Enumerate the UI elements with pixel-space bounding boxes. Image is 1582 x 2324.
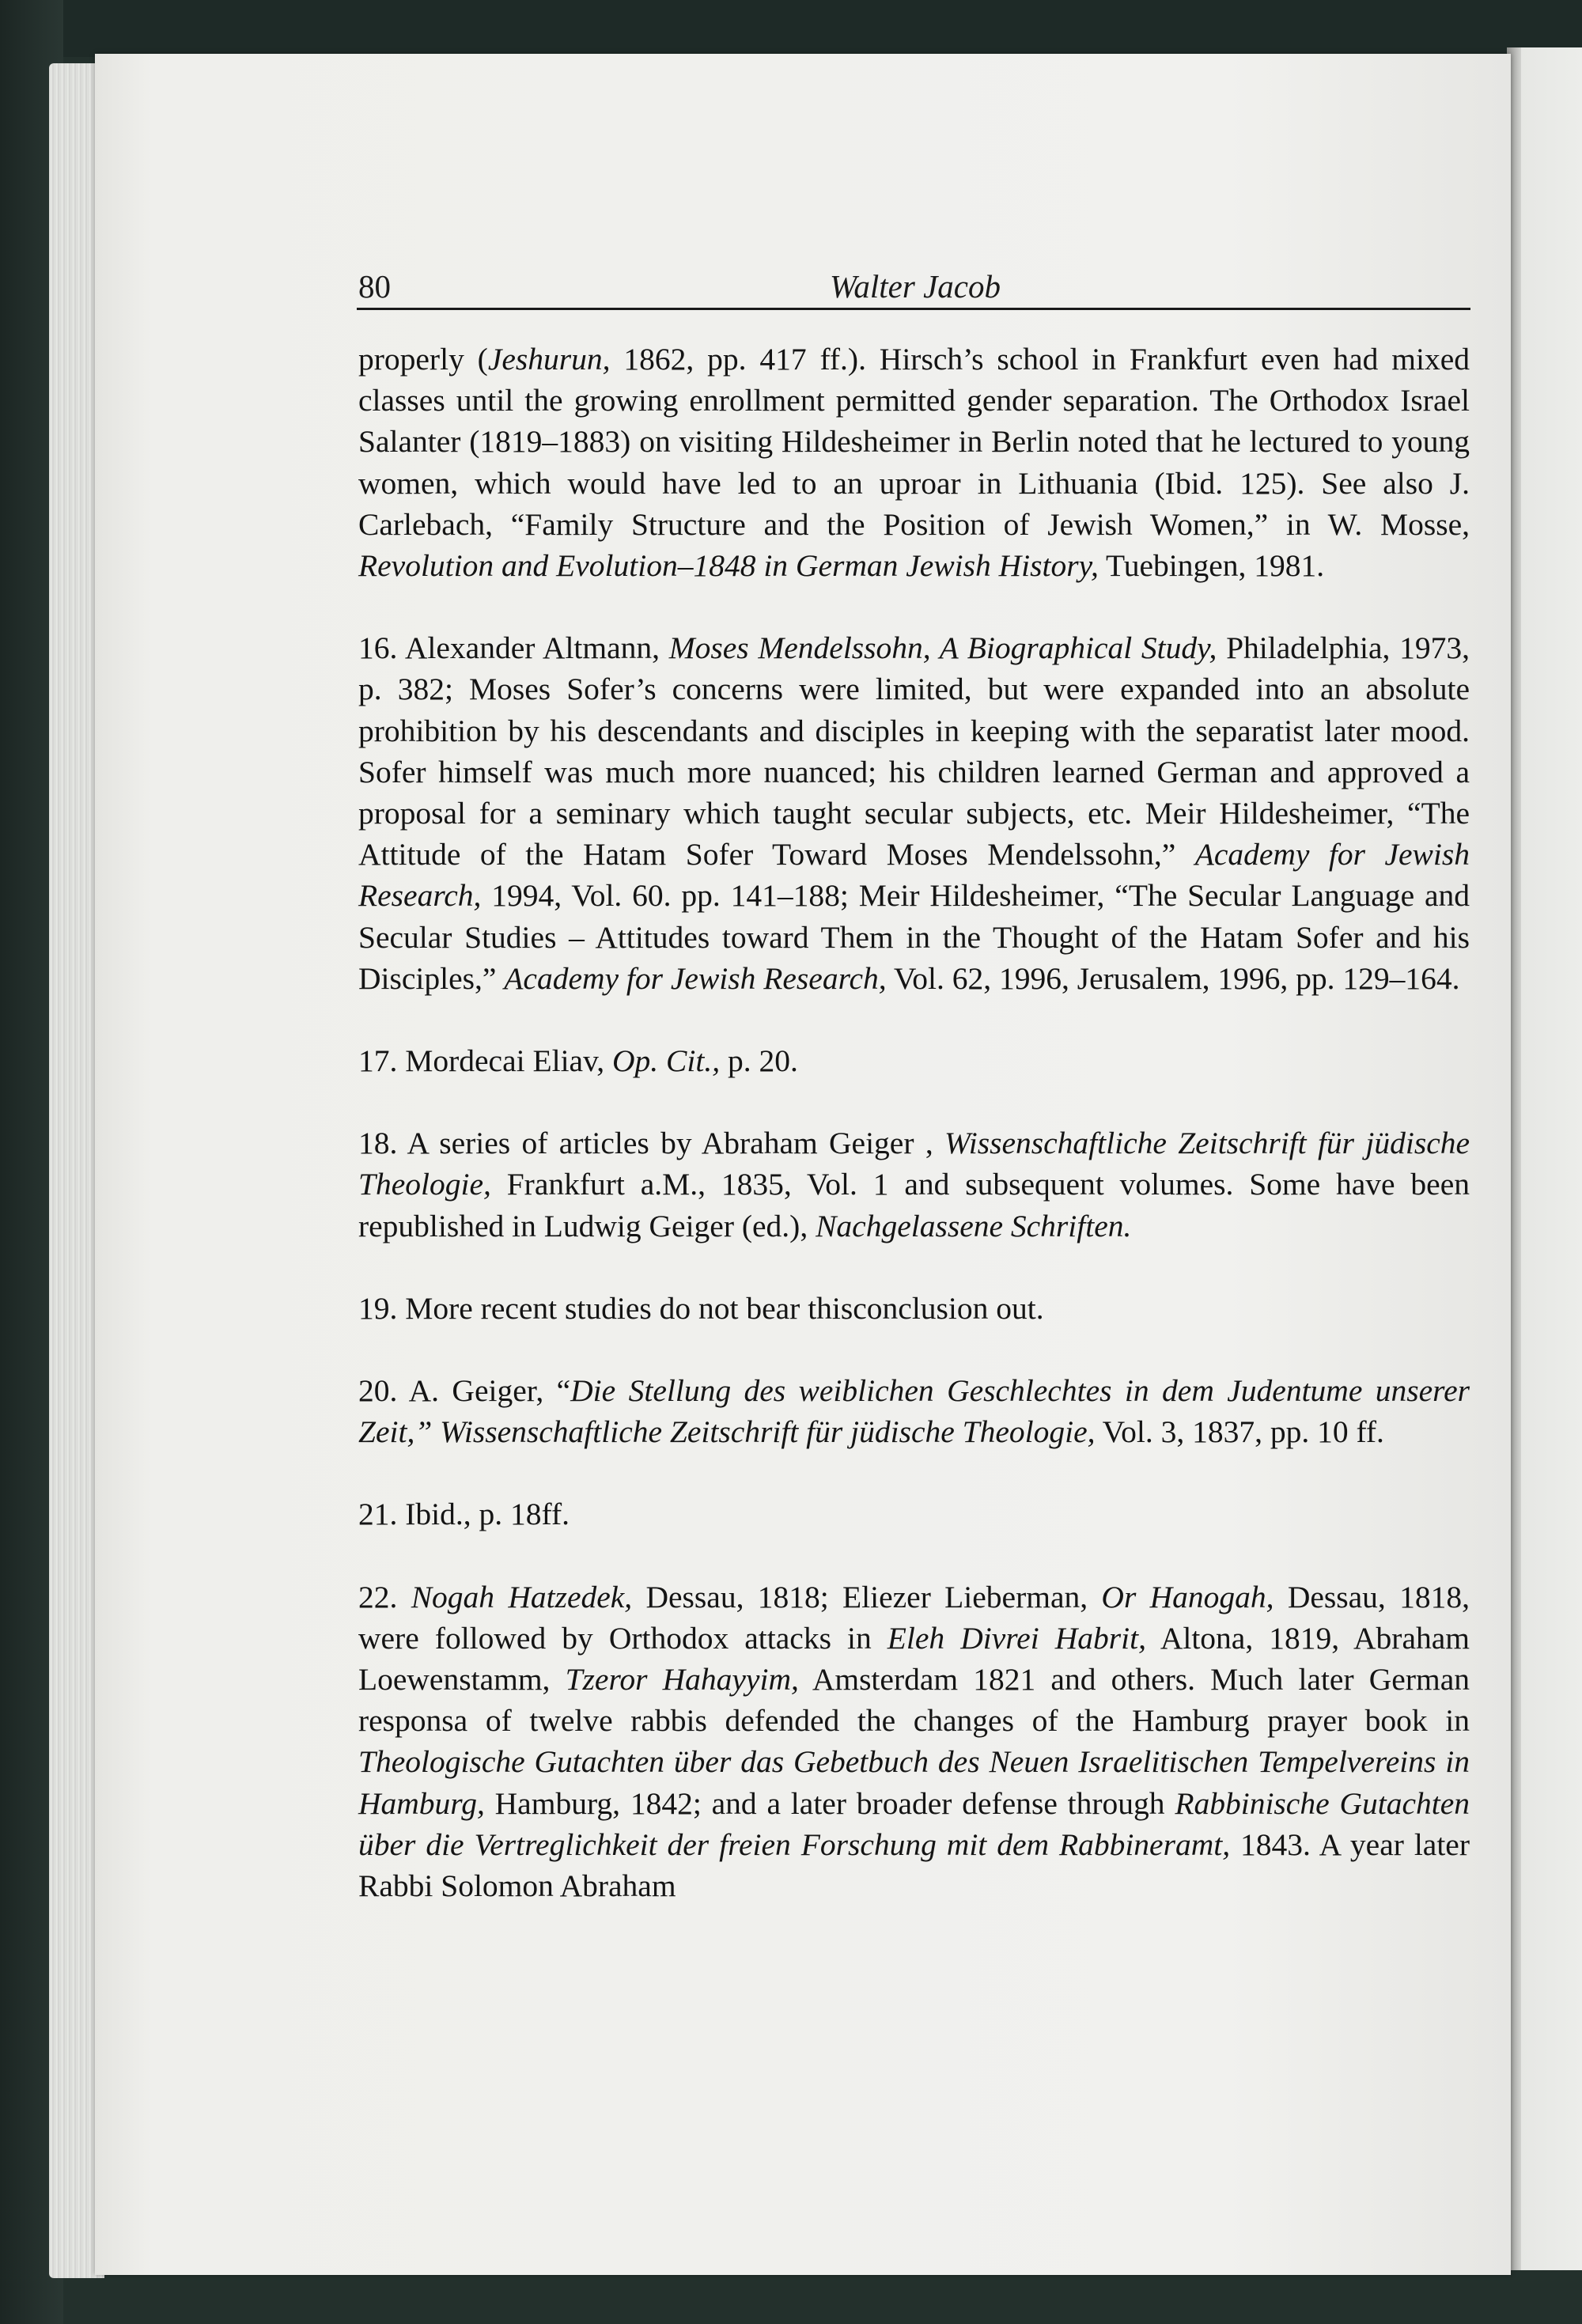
footnote-continuation (358, 339, 1470, 586)
footnote-paragraph (358, 1122, 1470, 1247)
italic-title-text: Rabbinische Gutachten über die Vertreglichkeit der freien Forschung mit dem Rabbineramt, (358, 1785, 1470, 1862)
footnote-paragraph (358, 627, 1470, 999)
footnote-text: 19. More recent studies do not bear thisconclusion out. (358, 1290, 1044, 1326)
italic-title-text: Op. Cit., (612, 1043, 721, 1079)
italic-title-text: Die Stellung des weiblichen Geschlechtes in dem Judentume unserer Zeit,” Wissenschaftliche Zeitschrift für jüdische Theologie, (358, 1373, 1470, 1450)
footnote-text: 22. (358, 1579, 411, 1614)
footnote-paragraph (358, 1370, 1470, 1452)
italic-title-text: Nogah Hatzedek, (411, 1579, 633, 1614)
footnote-text: Vol. 3, 1837, pp. 10 ff. (1095, 1414, 1384, 1450)
italic-title-text: Theologische Gutachten über das Gebetbuch des Neuen Israelitischen Tempelvereins in Hamburg, (358, 1744, 1470, 1821)
footnote-paragraph (358, 1576, 1470, 1907)
footnote-paragraph (358, 1288, 1470, 1329)
italic-title-text: Revolution and Evolution–1848 in German Jewish History, (358, 548, 1099, 584)
italic-title-text: Eleh Divrei Habrit, (887, 1620, 1146, 1656)
footnote-text: Dessau, 1818; Eliezer Lieberman, (632, 1579, 1102, 1614)
italic-title-text: Wissenschaftliche Zeitschrift für jüdische Theologie, (358, 1126, 1470, 1202)
facing-page (1507, 47, 1582, 2270)
footnote-text: 1843. A year later Rabbi Solomon Abraham (358, 1826, 1470, 1904)
italic-title-text: Academy for Jewish Research, (358, 837, 1470, 914)
footnote-text: Hamburg, 1842; and a later broader defense through (484, 1785, 1175, 1821)
italic-title-text: Nachgelassene Schriften. (816, 1208, 1132, 1243)
footnote-text: Altona, 1819, Abraham Loewenstamm, (358, 1620, 1470, 1698)
italic-title-text: Tzeror Hahayyim, (565, 1662, 799, 1698)
footnote-text: Dessau, 1818, were followed by Orthodox attacks in (358, 1579, 1470, 1656)
footnote-text: 16. Alexander Altmann, (358, 630, 669, 666)
footnote-text: 18. A series of articles by Abraham Geiger , (358, 1126, 945, 1161)
footnote-text: 1862, pp. 417 ff.). Hirsch’s school in Frankfurt even had mixed classes until the growing enrollment permitted gender separation. The Orthodox Israel Salanter (1819–1883) on visiting Hildesheimer in Berlin noted that he lectured to young women, which would have led to an uproar in Lithuania (Ibid. 125). See also J. Carlebach, “Family Structure and the Position of Jewish Women,” in W. Mosse, (358, 342, 1470, 542)
footnote-text: 20. A. Geiger, “ (358, 1373, 571, 1409)
footnote-text: 21. Ibid., p. 18ff. (358, 1497, 570, 1532)
page-header (358, 267, 1470, 312)
italic-title-text: Academy for Jewish Research, (504, 960, 887, 996)
footnote-text: Tuebingen, 1981. (1098, 548, 1325, 584)
footnotes-body (358, 339, 1470, 1906)
footnote-text: Frankfurt a.M., 1835, Vol. 1 and subsequent volumes. Some have been republished in Ludwig Geiger (ed.), (358, 1167, 1470, 1243)
footnote-text: Amsterdam 1821 and others. Much later German responsa of twelve rabbis defended the changes of the Hamburg prayer book in (358, 1662, 1470, 1739)
italic-title-text: Or Hanogah, (1101, 1579, 1274, 1614)
footnote-text: Vol. 62, 1996, Jerusalem, 1996, pp. 129–164. (886, 960, 1460, 996)
page-number: 80 (358, 268, 391, 305)
footnote-text: 17. Mordecai Eliav, (358, 1043, 613, 1079)
header-rule (357, 308, 1470, 310)
italic-title-text: Jeshurun, (487, 342, 611, 377)
footnote-text: 1994, Vol. 60. pp. 141–188; Meir Hildesheimer, “The Secular Language and Secular Studies – Attitudes toward Them in the Thought of the Hatam Sofer and his Disciples,” (358, 878, 1470, 996)
footnote-text: p. 20. (720, 1043, 798, 1079)
italic-title-text: Moses Mendelssohn, A Biographical Study, (668, 630, 1217, 666)
running-head: Walter Jacob (830, 268, 1001, 305)
footnote-text: Philadelphia, 1973, p. 382; Moses Sofer’s concerns were limited, but were expanded into an absolute prohibition by his descendants and disciples in keeping with the separatist later mood. Sofer himself was much more nuanced; his children learned German and approved a proposal for a seminary which taught secular subjects, etc. Meir Hildesheimer, “The Attitude of the Hatam Sofer Toward Moses Mendelssohn,” (358, 630, 1470, 872)
book-cover-top (0, 0, 1582, 57)
footnote-paragraph (358, 1493, 1470, 1535)
footnote-paragraph (358, 1040, 1470, 1081)
footnote-text: properly ( (358, 342, 488, 377)
